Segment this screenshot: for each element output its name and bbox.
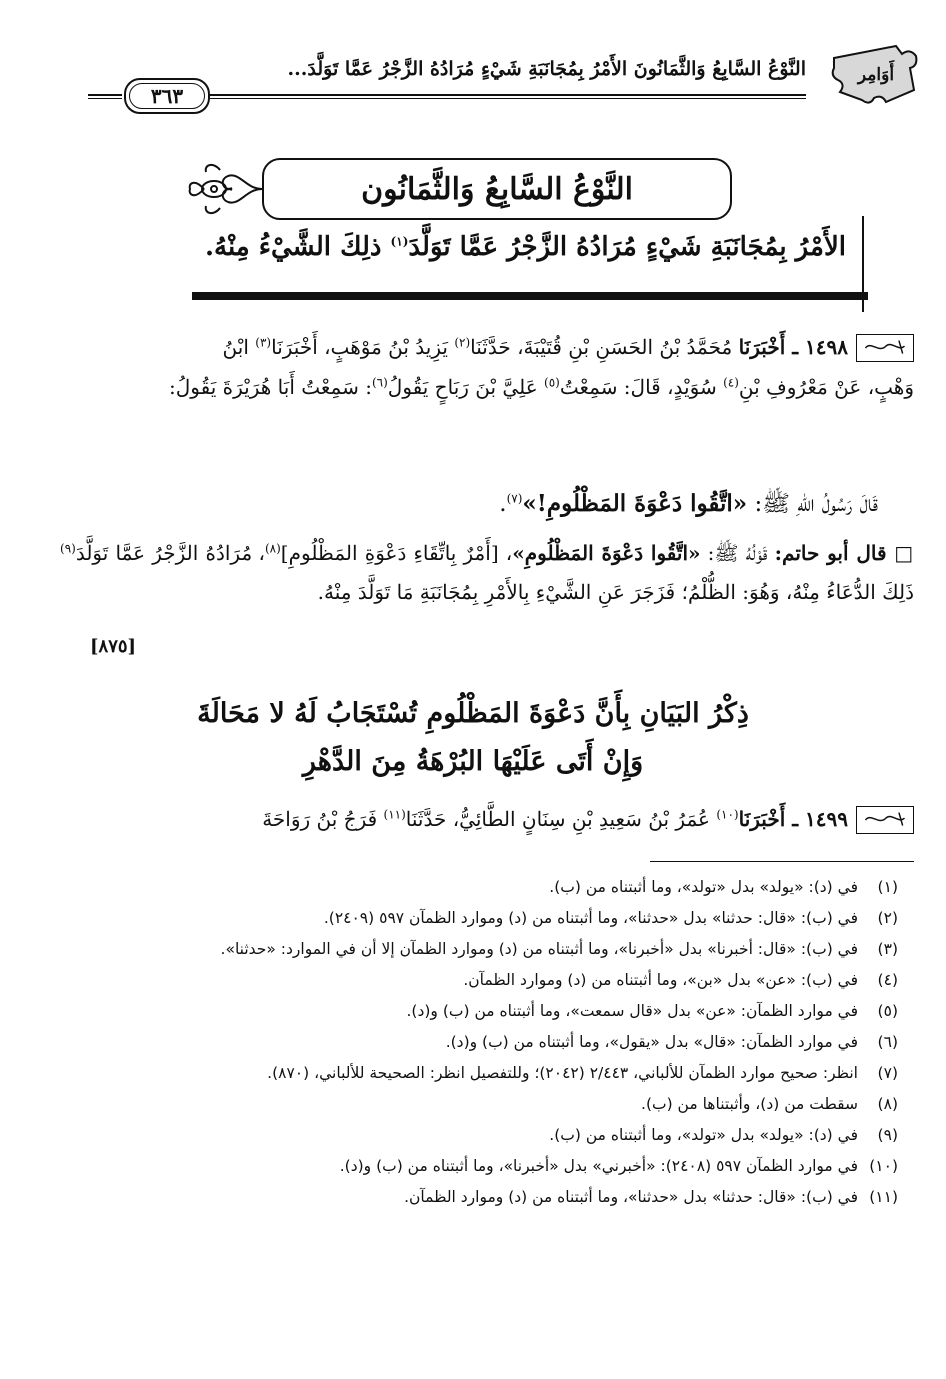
footnote-number: (١٠) bbox=[869, 1157, 898, 1176]
footnote-ref: (١٠) bbox=[716, 807, 739, 822]
hadith-text: عُمَرُ بْنُ سَعِيدِ بْنِ سِنَانٍ الطَّائِيُّ، حَدَّثَنَا bbox=[405, 807, 717, 831]
page-number-label: ٣٦٣ bbox=[150, 84, 184, 108]
hadith-text: : سَمِعْتُ أَبَا هُرَيْرَةَ يَقُولُ: bbox=[169, 375, 372, 399]
commentary-quote: «اتَّقُوا دَعْوَةَ المَظْلُومِ» bbox=[512, 541, 701, 565]
footnote-ref: (٩) bbox=[60, 541, 76, 556]
emblem-text: أَوَامِر bbox=[857, 65, 895, 85]
footnote-text: انظر: صحيح موارد الظمآن للألباني، ٢/٤٤٣ (٢٠٤٢)؛ وللتفصيل انظر: الصحيحة للألباني، (٨٧٠). bbox=[267, 1064, 858, 1083]
commentary-text: ، [أَمْرٌ بِاتِّقَاءِ دَعْوَةِ المَظْلُومِ] bbox=[280, 541, 513, 565]
footnote-number: (٥) bbox=[877, 1002, 898, 1021]
header-rule bbox=[88, 94, 122, 96]
footnote-number: (٤) bbox=[877, 971, 898, 990]
footnote bbox=[60, 1123, 898, 1147]
hadith-badge-icon bbox=[856, 334, 914, 362]
header-rule bbox=[210, 94, 806, 96]
footnote-number: (٦) bbox=[877, 1033, 898, 1052]
footnote-ref: (٤) bbox=[723, 375, 739, 390]
cross-reference: [٨٧٥] bbox=[90, 636, 137, 657]
commentary-text: قَوْلُهُ ﷺ: bbox=[700, 541, 775, 565]
footnote bbox=[60, 937, 898, 961]
footnote bbox=[60, 1061, 898, 1085]
footnote-text: في (د): «يولد» بدل «تولد»، وما أثبتناه من (ب). bbox=[549, 1126, 858, 1145]
abu-hatim-commentary bbox=[60, 534, 914, 612]
footnote-text: في (ب): «قال: أخبرنا» بدل «أخبرنا»، وما أثبتناه من (د) وموارد الظمآن إلا أن في الموارد: «حدثنا». bbox=[220, 940, 858, 959]
hadith-number: ١٤٩٨ ـ أَخْبَرَنَا bbox=[738, 335, 848, 359]
footnote bbox=[60, 968, 898, 992]
footnote-text: في (ب): «قال: حدثنا» بدل «حدثنا»، وما أثبتناه من (د) وموارد الظمآن. bbox=[404, 1188, 858, 1207]
footnote bbox=[60, 906, 898, 930]
footnote-number: (١) bbox=[877, 878, 898, 896]
commentary-text: ذَلِكَ الدُّعَاءُ مِنْهُ، وَهُوَ: الظُّلْمُ؛ فَزَجَرَ عَنِ الشَّيْءِ بِالأَمْرِ بِمُجَانَبَةِ مَا تَوَلَّدَ مِنْهُ. bbox=[317, 580, 914, 604]
hadith-matn: «اتَّقُوا دَعْوَةَ المَظْلُومِ!» bbox=[522, 490, 748, 517]
hadith-text: . bbox=[499, 491, 507, 517]
hadith-text: سُوَيْدٍ، قَالَ: سَمِعْتُ bbox=[559, 375, 724, 399]
footnote-number: (١١) bbox=[869, 1188, 898, 1207]
hadith-text: وَهْبٍ، عَنْ مَعْرُوفِ بْنِ bbox=[738, 375, 914, 399]
footnote bbox=[60, 1154, 898, 1178]
chapter-title-text: النَّوْعُ السَّابِعُ وَالثَّمَانُون bbox=[361, 171, 633, 207]
footnote-text: في موارد الظمآن ٥٩٧ (٢٤٠٨): «أخبرني» بدل «أخبرنا»، وما أثبتناه من (ب) و(د). bbox=[339, 1157, 858, 1176]
floral-ornament-icon bbox=[184, 158, 264, 220]
footnote-ref: (١١) bbox=[383, 807, 406, 822]
footnote-number: (٣) bbox=[877, 940, 898, 959]
header-rule bbox=[88, 98, 122, 99]
hadith-1498-isnad bbox=[70, 328, 848, 367]
section-heading: ذِكْرُ البَيَانِ بِأَنَّ دَعْوَةَ المَظْلُومِ تُسْتَجَابُ لَهُ لا مَحَالَةَ bbox=[197, 698, 749, 729]
chapter-subtitle bbox=[86, 232, 846, 262]
prophet-saying bbox=[60, 482, 878, 527]
footnote bbox=[60, 1185, 898, 1209]
hadith-badge-icon bbox=[856, 806, 914, 834]
commentary-text: ، مُرَادُهُ الزَّجْرُ عَمَّا تَوَلَّدَ bbox=[75, 541, 265, 565]
footnote-rule bbox=[650, 861, 914, 862]
footnote-ref: (٦) bbox=[371, 375, 388, 390]
footnote-ref: (٥) bbox=[544, 375, 560, 390]
hadith-text: ابْنُ bbox=[222, 335, 256, 359]
footnote-ref: (١) bbox=[390, 234, 409, 249]
hadith-number: ١٤٩٩ ـ أَخْبَرَنَا bbox=[738, 807, 848, 831]
chapter-subtitle-text: الأَمْرُ بِمُجَانَبَةِ شَيْءٍ مُرَادُهُ الزَّجْرُ عَمَّا تَوَلَّدَ bbox=[408, 232, 846, 262]
footnotes bbox=[60, 875, 898, 1216]
hadith-text: عَلِيَّ بْنَ رَبَاحٍ يَقُولُ bbox=[387, 375, 545, 399]
hadith-text: مُحَمَّدُ بْنُ الحَسَنِ بْنِ قُتَيْبَةَ، حَدَّثَنَا bbox=[470, 335, 739, 359]
hadith-text: قَالَ رَسُولُ اللهِ ﷺ: bbox=[747, 491, 878, 517]
footnote-text: في موارد الظمآن: «قال» بدل «يقول»، وما أثبتناه من (ب) و(د). bbox=[445, 1033, 858, 1052]
hadith-text: فَرَجُ بْنُ رَوَاحَةَ bbox=[262, 807, 384, 831]
running-title: النَّوْعُ السَّابِعُ وَالثَّمَانُونَ الأَمْرُ بِمُجَانَبَةِ شَيْءٍ مُرَادُهُ الزَّجْرُ عَمَّا تَوَلَّدَ... bbox=[287, 58, 806, 80]
footnote-text: في (د): «يولد» بدل «تولد»، وما أثبتناه من (ب). bbox=[549, 878, 858, 896]
footnote-ref: (٣) bbox=[255, 335, 272, 350]
hadith-1498-isnad-cont bbox=[60, 368, 914, 407]
footnote-text: في موارد الظمآن: «عن» بدل «قال سمعت»، وما أثبتناه من (ب) و(د). bbox=[406, 1002, 858, 1021]
section-heading: وَإِنْ أَتَى عَلَيْهَا البُرْهَةُ مِنَ الدَّهْرِ bbox=[302, 746, 644, 777]
footnote bbox=[60, 999, 898, 1023]
footnote-ref: (٨) bbox=[264, 541, 281, 556]
chapter-rule bbox=[192, 292, 868, 300]
footnote-ref: (٢) bbox=[454, 335, 471, 350]
footnote-number: (٨) bbox=[877, 1095, 898, 1114]
hadith-1499-isnad bbox=[70, 800, 848, 839]
footnote bbox=[60, 1030, 898, 1054]
footnote-text: في (ب): «عن» بدل «بن»، وما أثبتناه من (د) وموارد الظمآن. bbox=[463, 971, 858, 990]
footnote bbox=[60, 1092, 898, 1116]
hadith-text: يَزِيدُ بْنُ مَوْهَبٍ، أَخْبَرَنَا bbox=[271, 335, 455, 359]
footnote-text: في (ب): «قال: حدثنا» بدل «حدثنا»، وما أثبتناه من (د) وموارد الظمآن ٥٩٧ (٢٤٠٩). bbox=[323, 909, 858, 928]
commentary-label: □ قال أبو حاتم: bbox=[774, 541, 914, 565]
chapter-subtitle-text: ذلِكَ الشَّيْءُ مِنْهُ. bbox=[204, 232, 391, 262]
chapter-title bbox=[262, 158, 732, 220]
header-rule bbox=[210, 98, 806, 99]
puzzle-emblem-icon bbox=[826, 40, 922, 110]
footnote-number: (٩) bbox=[877, 1126, 898, 1145]
footnote-ref: (٧) bbox=[506, 491, 523, 506]
footnote-number: (٢) bbox=[877, 909, 898, 928]
page-number bbox=[124, 78, 210, 114]
footnote bbox=[60, 875, 898, 899]
footnote-text: سقطت من (د)، وأثبتناها من (ب). bbox=[641, 1095, 858, 1114]
footnote-number: (٧) bbox=[877, 1064, 898, 1083]
